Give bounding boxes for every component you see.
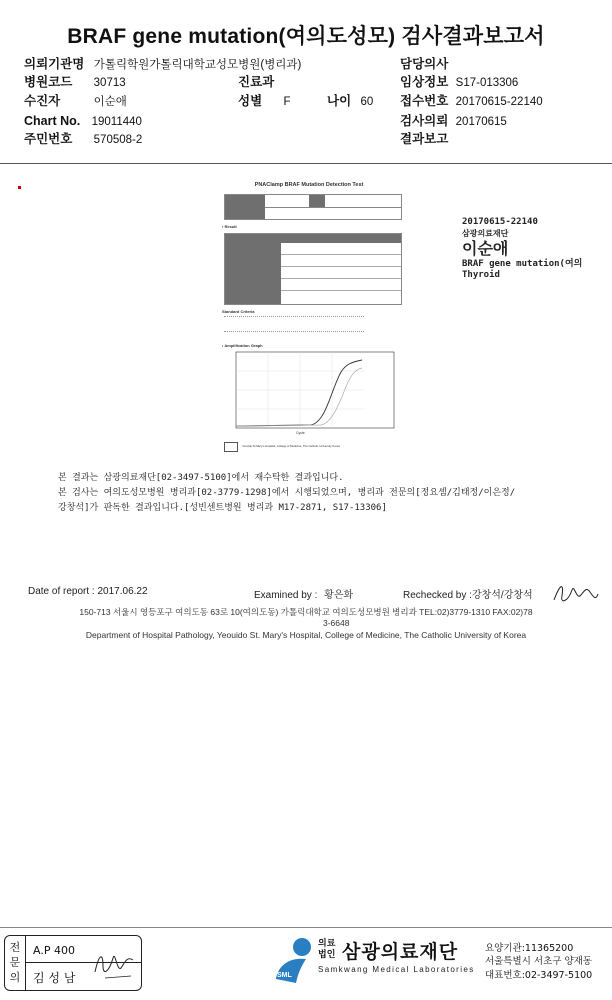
request-label: 검사의뢰 <box>400 114 449 128</box>
specialist-box <box>4 935 142 991</box>
logo-name: 삼광의료재단 <box>342 941 459 963</box>
amplification-graph <box>226 350 396 436</box>
logo-english: Samkwang Medical Laboratories <box>318 965 475 974</box>
sml-logo-text: SML <box>277 972 292 979</box>
sex-value: F <box>283 96 291 108</box>
scan-criteria-heading: Standard Criteria <box>222 309 255 314</box>
receipt-value: 20170615-22140 <box>455 96 543 108</box>
scan-row-line <box>281 254 401 255</box>
scan-result-rowheads <box>225 243 281 304</box>
sex-label: 성별 <box>238 94 263 108</box>
institution-value: 가톨릭학원가톨릭대학교성모병원(병리과) <box>93 59 302 71</box>
result-line: 강창석]가 판독한 결과입니다.[성빈센트병원 병리과 M17-2871, S17-13306] <box>58 503 387 513</box>
hospital-code-value: 30713 <box>93 77 126 89</box>
scan-title: PNAClamp BRAF Mutation Detection Test <box>254 182 364 188</box>
specialist-label: 전문의 <box>9 941 21 984</box>
institution-row <box>24 55 301 74</box>
graph-x-label: Cycle <box>296 431 305 435</box>
scan-table-header <box>225 195 265 219</box>
scan-result-heading: ▪ Result <box>222 224 237 229</box>
ap-number: A.P 400 <box>33 944 75 957</box>
scan-table-cell <box>309 195 325 207</box>
scan-logo <box>224 442 238 452</box>
clinical-info-row <box>400 73 518 92</box>
institution-label: 의뢰기관명 <box>24 57 85 71</box>
scan-row-line <box>281 278 401 279</box>
rechecked-value: 강창석/강창석 <box>471 590 533 601</box>
footer-divider <box>0 927 612 928</box>
receipt-stamp <box>462 217 582 281</box>
patient-value: 이순애 <box>93 96 127 108</box>
id-row <box>24 130 142 149</box>
id-value: 570508-2 <box>93 134 143 146</box>
logo-prefix <box>318 939 335 961</box>
report-title: BRAF gene mutation(여의도성모) 검사결과보고서 <box>67 25 545 48</box>
chart-value: 19011440 <box>91 116 142 128</box>
chart-row <box>24 112 142 131</box>
request-row <box>400 112 507 131</box>
stamp-test: BRAF gene mutation(여의 <box>462 259 583 269</box>
stamp-specimen: Thyroid <box>462 270 500 280</box>
stamp-name: 이순애 <box>462 239 509 258</box>
age-label: 나이 <box>327 94 352 108</box>
scan-table-line <box>265 207 401 208</box>
scan-criteria-text <box>224 316 364 332</box>
scan-result-header <box>225 234 401 243</box>
hospital-code-label: 병원코드 <box>24 75 73 89</box>
doctor-name: 김 성 남 <box>33 971 76 985</box>
doctor-label: 담당의사 <box>400 57 449 71</box>
result-text <box>58 471 515 516</box>
report-date <box>28 586 148 597</box>
lab-address: 서울특별시 서초구 양재동 <box>485 956 592 967</box>
clinical-info-label: 임상정보 <box>400 75 449 89</box>
logo-prefix-2: 법인 <box>318 950 336 960</box>
header-divider <box>0 163 612 164</box>
doctor-signature <box>91 942 137 986</box>
scan-footer: Yeouido St.Mary's Hospital, College of Medicine, The Catholic University Korea <box>242 444 340 448</box>
scan-row-line <box>281 266 401 267</box>
dept-label: 진료과 <box>238 75 275 89</box>
scan-patient-table <box>224 194 402 220</box>
hospital-code-row <box>24 73 126 92</box>
logo-prefix-1: 의료 <box>318 939 336 949</box>
patient-label: 수진자 <box>24 94 61 108</box>
result-line: 본 결과는 삼광의료재단[02-3497-5100]에서 재수탁한 결과입니다. <box>58 473 344 483</box>
address-line-2: 3-6648 <box>323 618 350 628</box>
scanned-result-sheet <box>218 178 400 460</box>
examined-label: Examined by : <box>254 590 318 601</box>
red-mark <box>18 186 21 189</box>
patient-row <box>24 92 127 111</box>
scan-curve-heading: ▪ Amplification Graph <box>222 343 263 348</box>
stamp-org: 삼광의료재단 <box>462 229 509 238</box>
scan-row-line <box>281 290 401 291</box>
rechecked-by <box>403 586 533 601</box>
result-line: 본 검사는 여의도성모병원 병리과[02-3779-1298]에서 시행되었으며, 병리과 전문의[정요셈/김태정/이은정/ <box>58 488 516 498</box>
clinical-info-value: S17-013306 <box>455 77 519 89</box>
receipt-label: 접수번호 <box>400 94 449 108</box>
chart-label: Chart No. <box>24 114 81 128</box>
report-label: 결과보고 <box>400 132 449 146</box>
report-date-label: Date of report : <box>28 586 95 597</box>
address-line-1: 150-713 서울시 영등포구 여의도동 63로 10(여의도동) 가톨릭대학교 여의도성모병원 병리과 TEL:02)3779-1310 FAX:02)78 <box>79 607 533 617</box>
id-label: 주민번호 <box>24 132 73 146</box>
specialist-label-cell <box>5 936 26 990</box>
request-value: 20170615 <box>455 116 507 128</box>
age-row <box>327 92 373 111</box>
examined-by <box>254 586 353 601</box>
age-value: 60 <box>360 96 374 108</box>
rechecked-label: Rechecked by : <box>403 590 472 601</box>
report-date-value: 2017.06.22 <box>97 586 148 597</box>
address-line-3: Department of Hospital Pathology, Yeouido St. Mary's Hospital, College of Medicine, The Catholic University of Korea <box>85 630 527 640</box>
sex-row <box>238 92 291 111</box>
care-number: 요양기관:11365200 <box>485 943 574 954</box>
examined-value: 황은화 <box>324 590 354 601</box>
receipt-row <box>400 92 543 111</box>
sml-logo-icon <box>272 935 318 985</box>
stamp-receipt: 20170615-22140 <box>462 217 538 227</box>
scan-result-table <box>224 233 402 305</box>
lab-phone: 대표번호:02-3497-5100 <box>485 970 593 981</box>
